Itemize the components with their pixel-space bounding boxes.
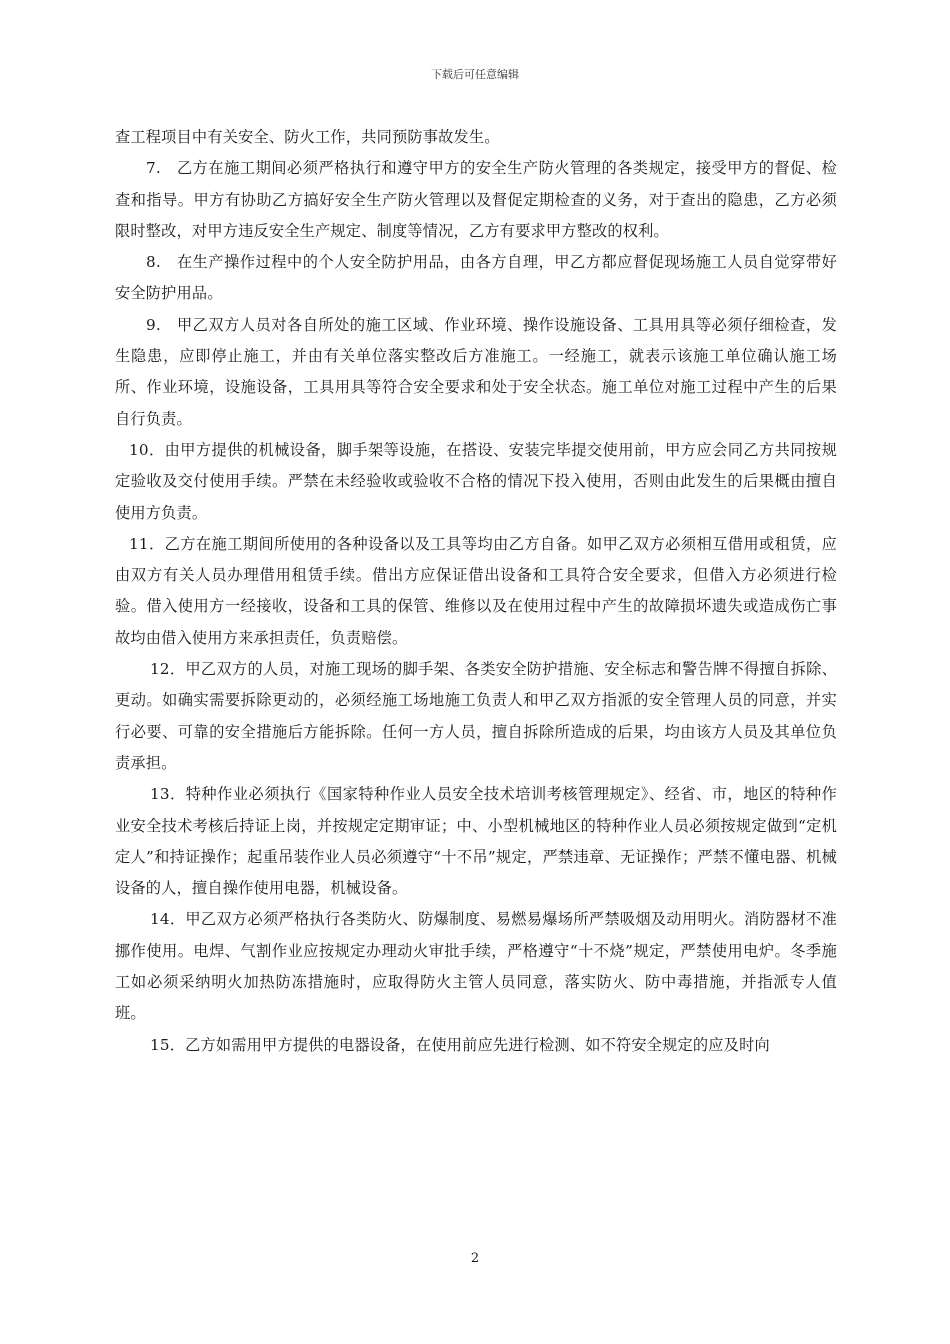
paragraph-continuation: 查工程项目中有关安全、防火工作，共同预防事故发生。 (115, 128, 500, 146)
page-number: 2 (470, 1251, 480, 1266)
page-header: 下载后可任意编辑 (431, 68, 519, 81)
clause-8: 8. 在生产操作过程中的个人安全防护用品，由各方自理，甲乙方都应督促现场施工人员自觉穿带好安全防护用品。 (115, 253, 837, 303)
clause-13: 13．特种作业必须执行《国家特种作业人员安全技术培训考核管理规定》、经省、市，地区的特种作业安全技术考核后持证上岗，并按规定定期审证；中、小型机械地区的特种作业人员必须按规定做到“定机定人”和持证操作；起重吊装作业人员必须遵守“十不吊”规定，严禁违章、无证操作；严禁不懂电器、机械设备的人，擅自操作使用电器，机械设备。 (115, 785, 837, 898)
clause-12: 12．甲乙双方的人员，对施工现场的脚手架、各类安全防护措施、安全标志和警告牌不得擅自拆除、更动。如确实需要拆除更动的，必须经施工场地施工负责人和甲乙双方指派的安全管理人员的同意，并实行必要、可靠的安全措施后方能拆除。任何一方人员，擅自拆除所造成的后果，均由该方人员及其单位负责承担。 (115, 660, 837, 772)
clause-9: 9. 甲乙双方人员对各自所处的施工区域、作业环境、操作设施设备、工具用具等必须仔细检查，发生隐患，应即停止施工，并由有关单位落实整改后方准施工。一经施工，就表示该施工单位确认施工场所、作业环境，设施设备，工具用具等符合安全要求和处于安全状态。施工单位对施工过程中产生的后果自行负责。 (115, 315, 837, 428)
clause-10: 10．由甲方提供的机械设备，脚手架等设施，在搭设、安装完毕提交使用前，甲方应会同乙方共同按规定验收及交付使用手续。严禁在未经验收或验收不合格的情况下投入使用，否则由此发生的后果概由擅自使用方负责。 (115, 440, 837, 522)
clause-14: 14．甲乙双方必须严格执行各类防火、防爆制度、易燃易爆场所严禁吸烟及动用明火。消防器材不准挪作使用。电焊、气割作业应按规定办理动火审批手续，严格遵守“十不烧”规定，严禁使用电炉。冬季施工如必须采纳明火加热防冻措施时，应取得防火主管人员同意，落实防火、防中毒措施，并指派专人值班。 (115, 910, 837, 1023)
clause-15: 15．乙方如需用甲方提供的电器设备，在使用前应先进行检测、如不符安全规定的应及时向 (150, 1035, 770, 1054)
clause-11: 11．乙方在施工期间所使用的各种设备以及工具等均由乙方自备。如甲乙双方必须相互借用或租赁，应由双方有关人员办理借用租赁手续。借出方应保证借出设备和工具符合安全要求，但借入方必须进行检验。借入使用方一经接收，设备和工具的保管、维修以及在使用过程中产生的故障损坏遗失或造成伤亡事故均由借入使用方来承担责任，负责赔偿。 (115, 534, 837, 647)
clause-7: 7. 乙方在施工期间必须严格执行和遵守甲方的安全生产防火管理的各类规定，接受甲方的督促、检查和指导。甲方有协助乙方搞好安全生产防火管理以及督促定期检查的义务，对于查出的隐患，乙方必须限时整改，对甲方违反安全生产规定、制度等情况，乙方有要求甲方整改的权利。 (115, 159, 837, 240)
document-body (115, 122, 837, 1061)
